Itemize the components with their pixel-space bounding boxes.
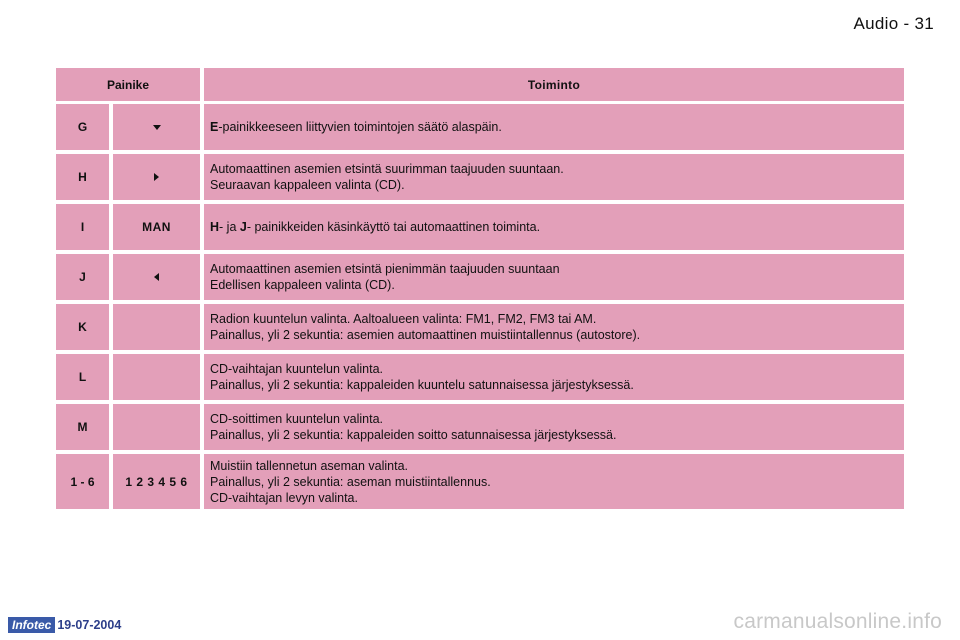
row-button [113, 304, 200, 350]
table-header-row [56, 68, 904, 101]
row-button: 1 2 3 4 5 6 [113, 454, 200, 509]
row-function [204, 154, 904, 200]
function-line: Painallus, yli 2 sekuntia: kappaleiden kuuntelu satunnaisessa järjestyksessä. [210, 378, 634, 392]
arrow-left-icon [154, 273, 159, 281]
table-row [56, 204, 904, 250]
row-key: J [56, 254, 109, 300]
arrow-down-icon [153, 125, 161, 130]
row-key: H [56, 154, 109, 200]
row-function [204, 454, 904, 509]
table-row [56, 104, 904, 150]
function-line: Painallus, yli 2 sekuntia: aseman muistiintallennus. [210, 474, 491, 489]
footer [8, 617, 121, 633]
table-row [56, 404, 904, 450]
infotec-logo: Infotec [8, 617, 55, 633]
table-row [56, 304, 904, 350]
function-line: Automaattinen asemien etsintä pienimmän taajuuden suuntaan [210, 262, 560, 276]
row-key: I [56, 204, 109, 250]
function-line: Seuraavan kappaleen valinta (CD). [210, 178, 405, 192]
row-button: MAN [113, 204, 200, 250]
row-button [113, 404, 200, 450]
function-line: Muistiin tallennetun aseman valinta. [210, 458, 409, 473]
watermark: carmanualsonline.info [733, 610, 942, 633]
row-function [204, 104, 904, 150]
footer-date: 19-07-2004 [57, 618, 122, 632]
function-line: Edellisen kappaleen valinta (CD). [210, 278, 395, 292]
row-key: L [56, 354, 109, 400]
row-function [204, 354, 904, 400]
row-button [113, 354, 200, 400]
row-function [204, 204, 904, 250]
row-key: M [56, 404, 109, 450]
header-button-column: Painike [56, 68, 200, 101]
function-bold-key: J [239, 220, 247, 234]
function-bold-key: H [210, 220, 220, 234]
page-header: Audio - 31 [853, 14, 934, 33]
header-function-column: Toiminto [204, 68, 904, 101]
row-key: K [56, 304, 109, 350]
table-row [56, 454, 904, 509]
row-function [204, 404, 904, 450]
function-line: CD-soittimen kuuntelun valinta. [210, 412, 383, 426]
function-line: CD-vaihtajan kuuntelun valinta. [210, 362, 384, 376]
row-button [113, 154, 200, 200]
function-line: -painikkeeseen liittyvien toimintojen säätö alaspäin. [218, 120, 502, 134]
function-line: Automaattinen asemien etsintä suurimman taajuuden suuntaan. [210, 162, 564, 176]
function-table [56, 68, 904, 513]
row-key: G [56, 104, 109, 150]
function-text: - ja [219, 220, 240, 234]
function-line: CD-vaihtajan levyn valinta. [210, 490, 358, 505]
arrow-right-icon [154, 173, 159, 181]
table-row [56, 154, 904, 200]
row-function [204, 254, 904, 300]
function-line: Radion kuuntelun valinta. Aaltoalueen valinta: FM1, FM2, FM3 tai AM. [210, 312, 597, 326]
row-function [204, 304, 904, 350]
table-row [56, 254, 904, 300]
function-line: Painallus, yli 2 sekuntia: kappaleiden soitto satunnaisessa järjestyksessä. [210, 428, 617, 442]
function-line: Painallus, yli 2 sekuntia: asemien automaattinen muistiintallennus (autostore). [210, 328, 641, 342]
row-button [113, 104, 200, 150]
row-key: 1 - 6 [56, 454, 109, 509]
function-line: - painikkeiden käsinkäyttö tai automaattinen toiminta. [246, 220, 541, 234]
row-button [113, 254, 200, 300]
table-row [56, 354, 904, 400]
function-bold-key: E [210, 120, 219, 134]
